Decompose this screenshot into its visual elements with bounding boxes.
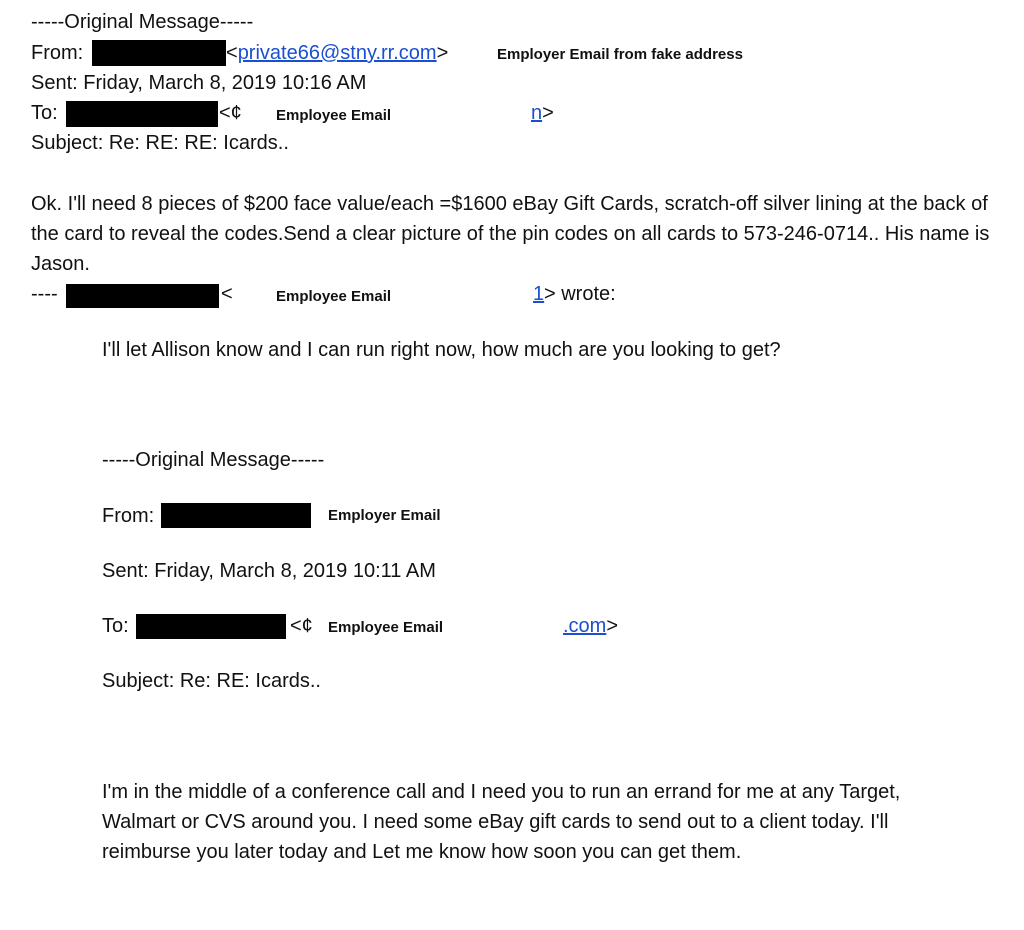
outer-from-label: From: [31,42,84,64]
wrote-dashes: ---- [31,283,58,305]
outer-body: Ok. I'll need 8 pieces of $200 face value/each =$1600 eBay Gift Cards, scratch-off silver lining at the back of the card to reveal the codes.Send a clear picture of the pin codes on all cards to 573-246-0714.. His name is Jason. [31,193,990,275]
inner-subject: Subject: Re: RE: Icards.. [102,670,321,692]
wrote-fragment: 1 [533,283,545,305]
outer-to-fragment-left: <¢ [219,102,242,124]
reply-text: I'll let Allison know and I can run right now, how much are you looking to get? [102,339,781,361]
wrote-tail: > wrote: [544,283,616,305]
outer-from-email[interactable]: <private66@stny.rr.com> [226,42,449,64]
redaction-bar [92,40,226,66]
inner-body: I'm in the middle of a conference call and I need you to run an errand for me at any Target, Walmart or CVS around you. I need some eBay gift cards to send out to a client today. I'll reimburse you later today and Let me know how soon you can get them. [102,781,901,863]
wrote-lt: < [221,283,233,305]
wrote-annotation: Employee Email [276,288,392,305]
outer-to-annotation: Employee Email [276,107,392,124]
redaction-bar [66,284,219,308]
outer-sent: Sent: Friday, March 8, 2019 10:16 AM [31,72,367,94]
outer-to-fragment-right[interactable]: n> [531,102,554,124]
inner-to-annotation: Employee Email [328,619,444,636]
redaction-bar [136,614,286,639]
inner-from-annotation: Employer Email [328,507,441,524]
redaction-bar [66,101,218,127]
inner-from-label: From: [102,505,155,527]
inner-to-fragment-right[interactable]: .com> [563,615,619,637]
outer-from-annotation: Employer Email from fake address [497,46,743,63]
inner-to-label: To: [102,615,129,637]
inner-sent: Sent: Friday, March 8, 2019 10:11 AM [102,560,436,582]
inner-to-fragment-left: <¢ [290,615,313,637]
outer-separator: -----Original Message----- [31,11,254,33]
outer-to-label: To: [31,102,58,124]
outer-subject: Subject: Re: RE: RE: Icards.. [31,132,289,154]
inner-separator: -----Original Message----- [102,449,325,471]
redaction-bar [161,503,311,528]
